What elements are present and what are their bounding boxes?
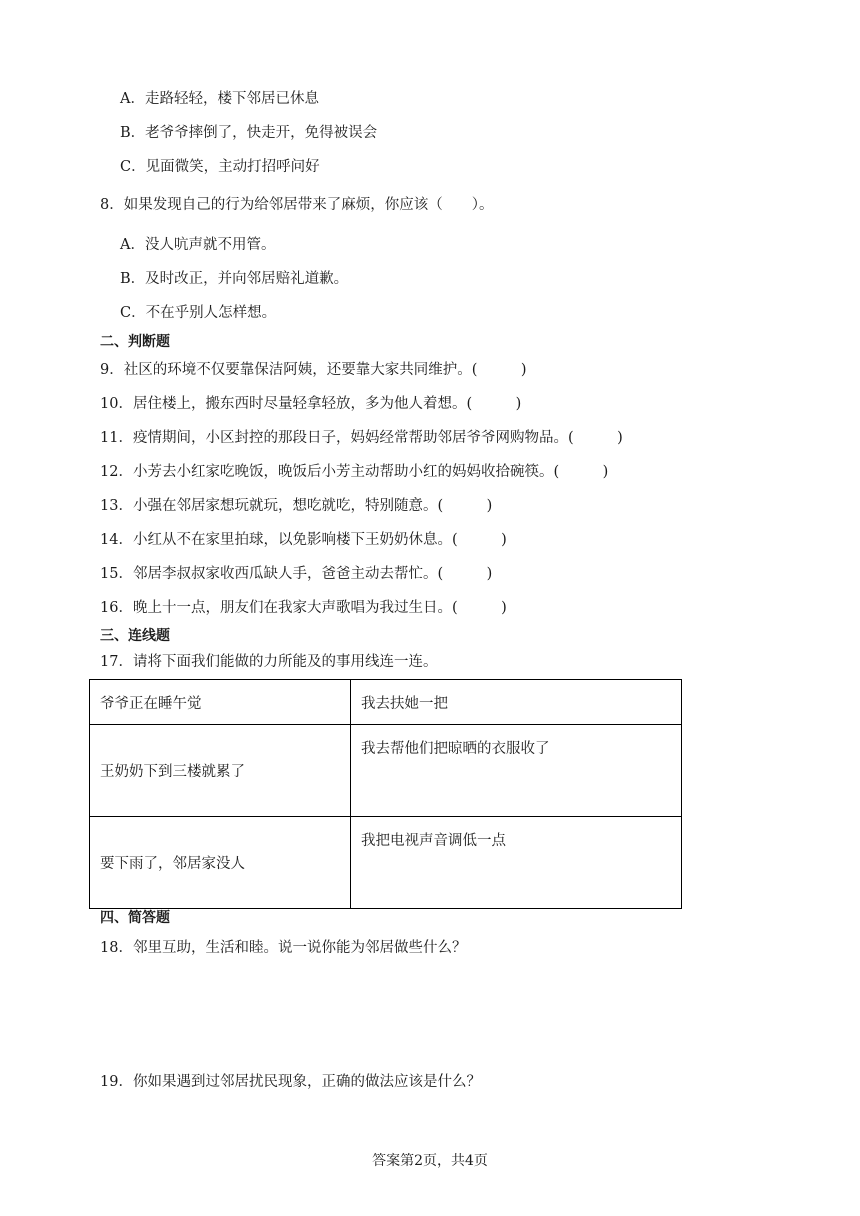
q17-stem: 17．请将下面我们能做的力所能及的事用线连一连。	[100, 654, 438, 670]
right-cell[interactable]: 我去帮他们把晾晒的衣服收了	[351, 725, 682, 817]
left-cell[interactable]: 要下雨了，邻居家没人	[90, 817, 351, 909]
q13: 13．小强在邻居家想玩就玩，想吃就吃，特别随意。( )	[100, 498, 493, 514]
page-footer: 答案第2页，共4页	[372, 1153, 488, 1169]
right-cell[interactable]: 我去扶她一把	[351, 680, 682, 725]
table-row	[90, 680, 682, 725]
q12: 12．小芳去小红家吃晚饭，晚饭后小芳主动帮助小红的妈妈收拾碗筷。( )	[100, 464, 609, 480]
q15: 15．邻居李叔叔家收西瓜缺人手，爸爸主动去帮忙。( )	[100, 566, 493, 582]
section-title-judgement: 二、判断题	[100, 334, 170, 350]
matching-table	[89, 679, 682, 909]
q18: 18．邻里互助，生活和睦。说一说你能为邻居做些什么？	[100, 940, 467, 956]
table-row	[90, 725, 682, 817]
q8-option-a: A．没人吭声就不用管。	[120, 237, 276, 253]
table-row	[90, 817, 682, 909]
q19: 19．你如果遇到过邻居扰民现象，正确的做法应该是什么？	[100, 1074, 481, 1090]
right-cell[interactable]: 我把电视声音调低一点	[351, 817, 682, 909]
q7-option-c: C．见面微笑，主动打招呼问好	[120, 159, 320, 175]
q9: 9．社区的环境不仅要靠保洁阿姨，还要靠大家共同维护。( )	[100, 362, 527, 378]
left-cell[interactable]: 爷爷正在睡午觉	[90, 680, 351, 725]
q16: 16．晚上十一点，朋友们在我家大声歌唱为我过生日。( )	[100, 600, 507, 616]
q14: 14．小红从不在家里拍球，以免影响楼下王奶奶休息。( )	[100, 532, 507, 548]
q8-option-c: C．不在乎别人怎样想。	[120, 305, 277, 321]
q7-option-a: A．走路轻轻，楼下邻居已休息	[120, 91, 319, 107]
q8-stem: 8．如果发现自己的行为给邻居带来了麻烦，你应该（ ）。	[100, 197, 494, 213]
q11: 11．疫情期间，小区封控的那段日子，妈妈经常帮助邻居爷爷网购物品。( )	[100, 430, 623, 446]
left-cell[interactable]: 王奶奶下到三楼就累了	[90, 725, 351, 817]
q10: 10．居住楼上，搬东西时尽量轻拿轻放，多为他人着想。( )	[100, 396, 522, 412]
section-title-short-answer: 四、简答题	[100, 910, 170, 926]
section-title-matching: 三、连线题	[100, 628, 170, 644]
q8-option-b: B．及时改正，并向邻居赔礼道歉。	[120, 271, 349, 287]
q7-option-b: B．老爷爷摔倒了，快走开，免得被误会	[120, 125, 378, 141]
